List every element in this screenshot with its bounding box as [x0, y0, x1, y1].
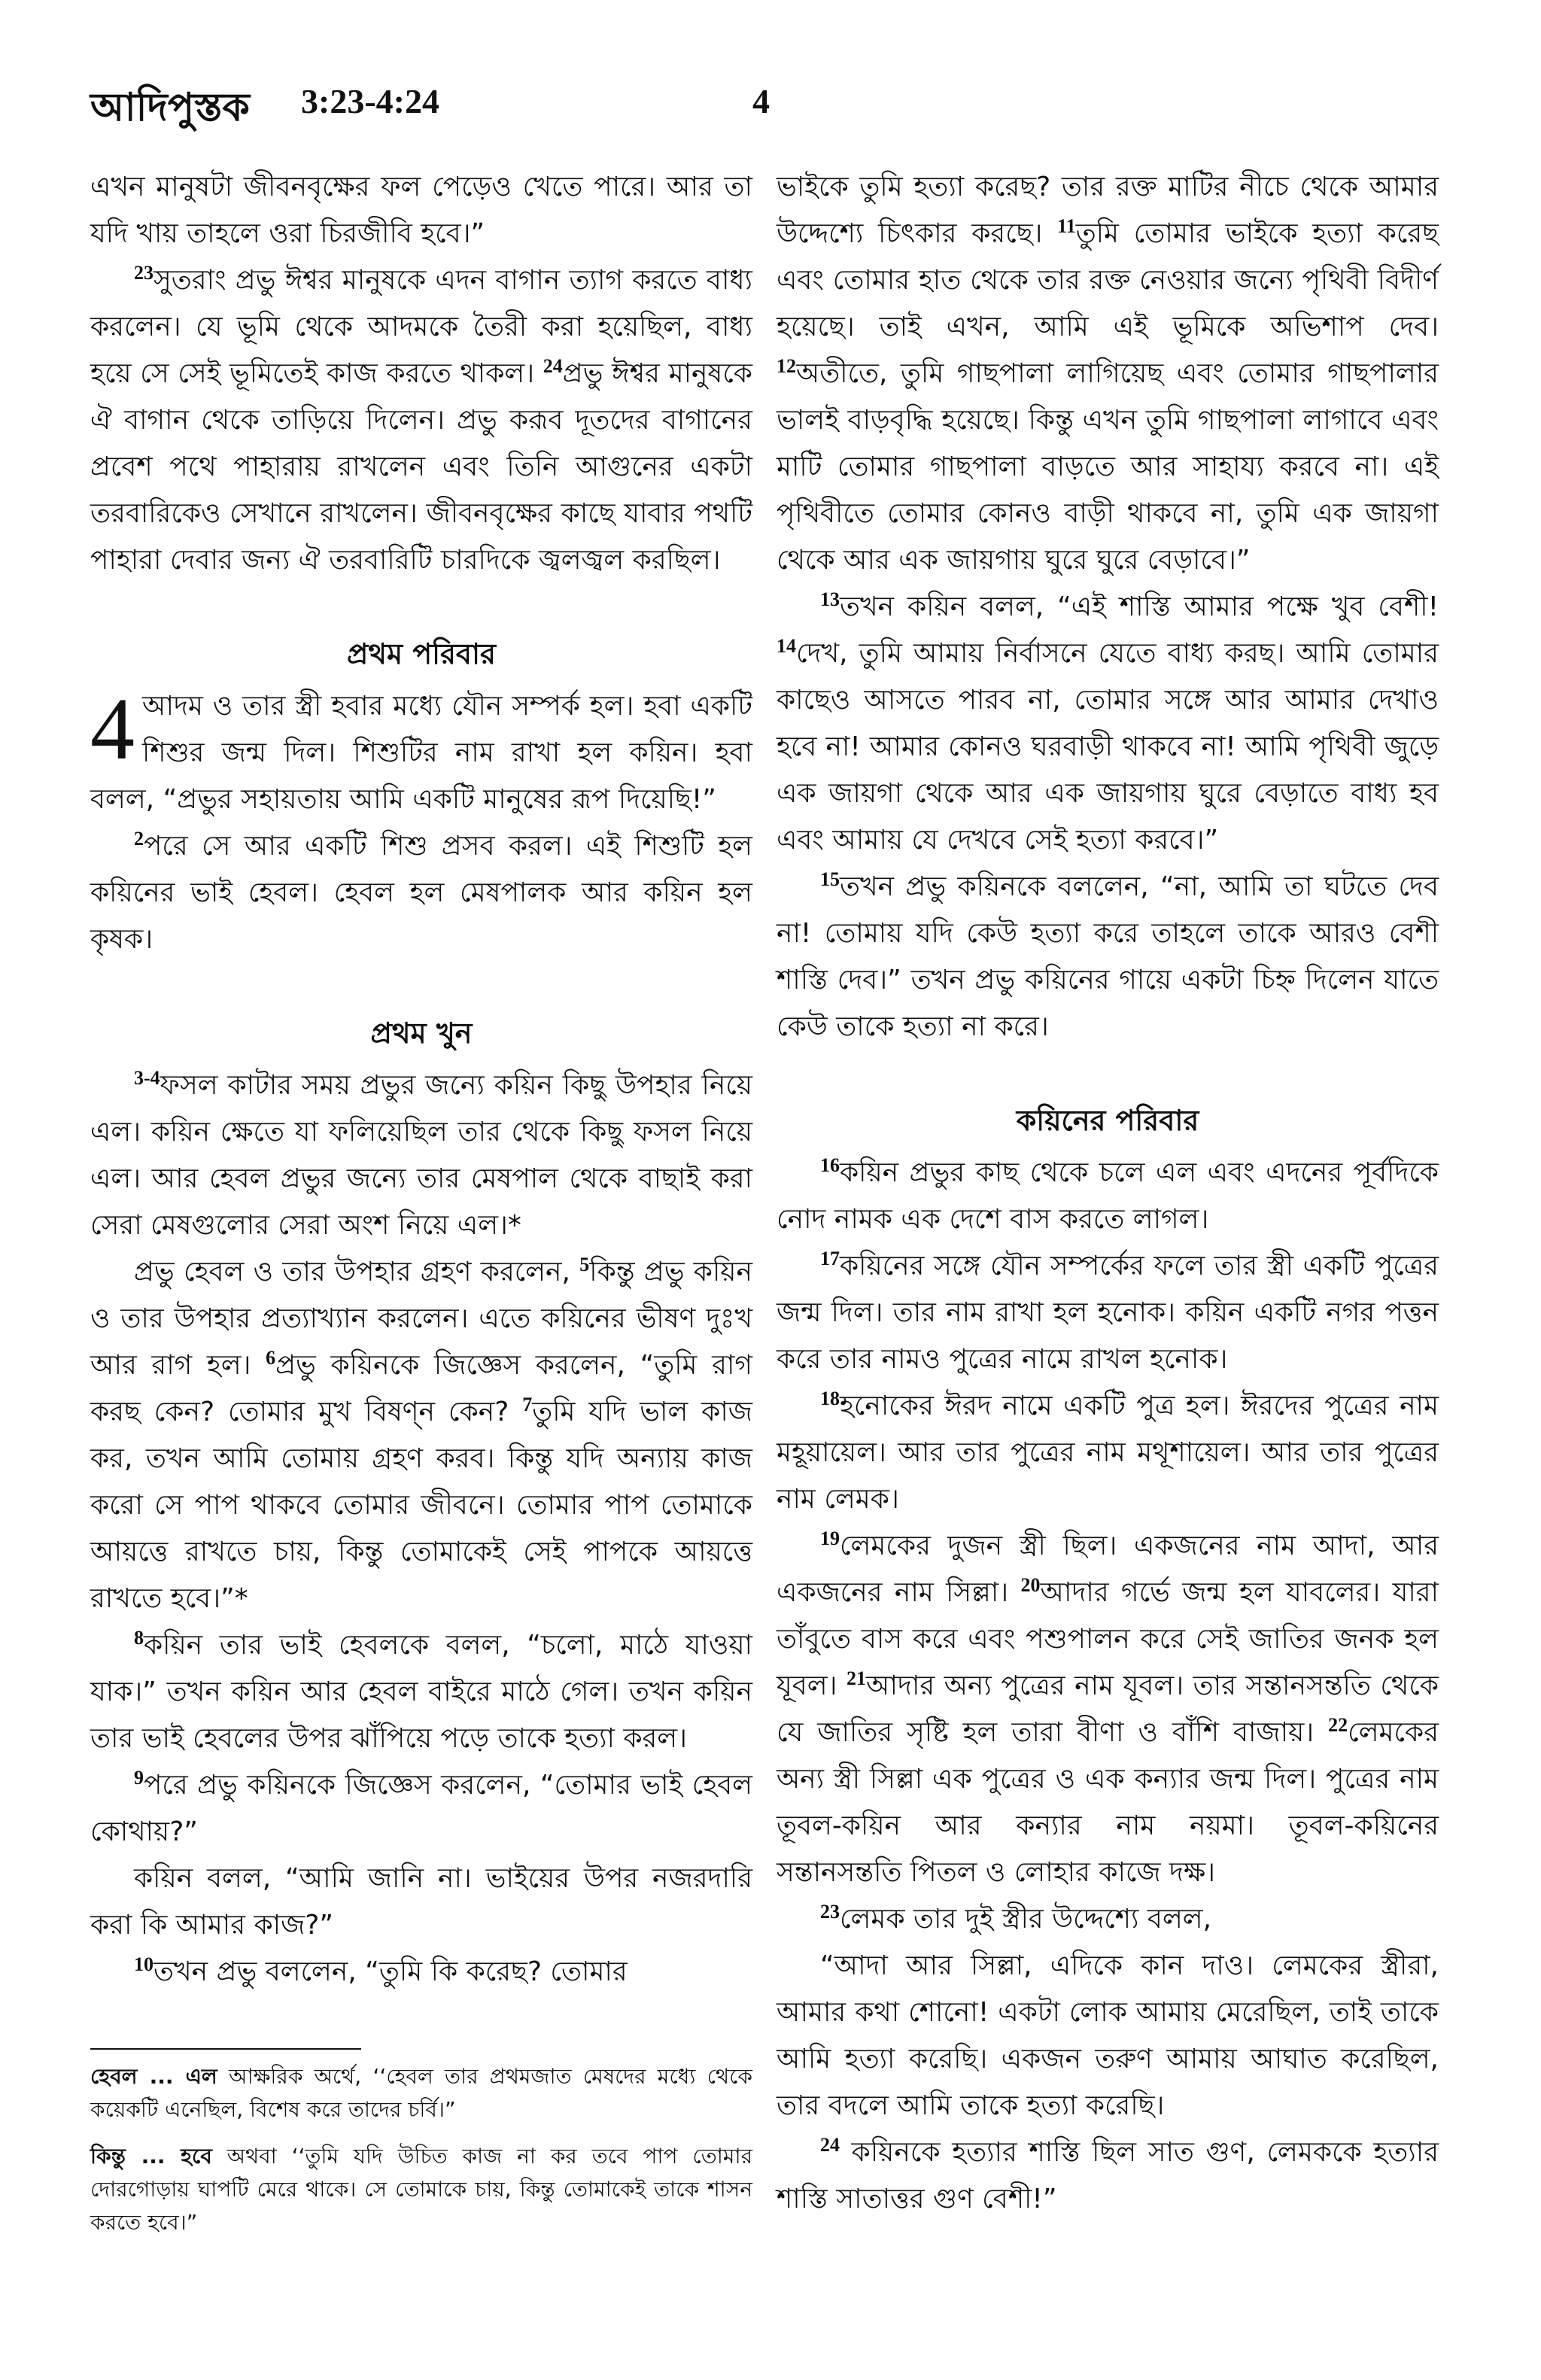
paragraph: [777, 864, 1439, 1050]
verse-number: 22: [1328, 1714, 1348, 1736]
paragraph: [777, 1896, 1439, 1943]
verse-text: দেখ, তুমি আমায় নির্বাসনে যেতে বাধ্য করছ। আমি তোমার কাছেও আসতে পারব না, তোমার সঙ্গে আর আমার দেখাও হবে না! আমার কোনও ঘরবাড়ী থাকবে না! আমি পৃথিবী জুড়ে এক জায়গা থেকে আর এক জায়গায় ঘুরে বেড়াতে বাধ্য হব এবং আমায় যে দেখবে সেই হত্যা করবে।”: [777, 638, 1439, 856]
verse-text: এখন মানুষটা জীবনবৃক্ষের ফল পেড়েও খেতে পারে। আর তা যদি খায় তাহলে ওরা চিরজীবি হবে।”: [90, 172, 752, 249]
verse-number: 19: [820, 1527, 840, 1549]
verse-text: লেমক তার দুই স্ত্রীর উদ্দেশ্যে বলল,: [840, 1904, 1212, 1935]
verse-text: লেমকের অন্য স্ত্রী সিল্লা এক পুত্রের ও এক কন্যার জন্ম দিল। পুত্রের নাম তূবল-কয়িন আর কন্যার নাম নয়মা। তূবল-কয়িনের সন্তানসন্ততি পিতল ও লোহার কাজে দক্ষ।: [777, 1717, 1439, 1888]
verse-text: কয়িন প্রভুর কাছ থেকে চলে এল এবং এদনের পূর্বদিকে নোদ নামক এক দেশে বাস করতে লাগল।: [777, 1157, 1439, 1235]
verse-text: কয়িনকে হত্যার শাস্তি ছিল সাত গুণ, লেমককে হত্যার শাস্তি সাতাত্তর গুণ বেশী!”: [777, 2137, 1439, 2214]
section-heading: প্রথম পরিবার: [347, 637, 496, 670]
footnote-term: কিন্তু ... হবে: [90, 2144, 212, 2169]
paragraph: [90, 1762, 752, 1856]
verse-text: লেমকের দুজন স্ত্রী ছিল। একজনের নাম আদা, আর একজনের নাম সিল্লা।: [777, 1530, 1439, 1608]
page-header: [90, 77, 1452, 137]
verse-text: আদম ও তার স্ত্রী হবার মধ্যে যৌন সম্পর্ক হল। হবা একটি শিশুর জন্ম দিল। শিশুটির নাম রাখা হল কয়িন। হবা বলল, “প্রভুর সহায়তায় আমি একটি মানুষের রূপ দিয়েছি!”: [90, 691, 752, 815]
footnote-text: আক্ষরিক অর্থে, ‘‘হেবল তার প্রথমজাত মেষদের মধ্যে থেকে কয়েকটি এনেছিল, বিশেষ করে তাদের চর্বি।”: [90, 2064, 752, 2122]
verse-number: 2: [134, 828, 144, 850]
section-heading: প্রথম খুন: [370, 1017, 473, 1050]
verse-number: 21: [846, 1667, 867, 1689]
verse-number: 24: [543, 355, 563, 377]
left-column: [90, 164, 752, 1995]
paragraph: [777, 1150, 1439, 1243]
paragraph: [777, 1943, 1439, 2129]
verse-text: কয়িন তার ভাই হেবলকে বলল, “চলো, মাঠে যাওয়া যাক।” তখন কয়িন আর হেবল বাইরে মাঠে গেল। তখন কয়িন তার ভাই হেবলের উপর ঝাঁপিয়ে পড়ে তাকে হত্যা করল।: [90, 1630, 752, 1754]
verse-text: প্রভু ঈশ্বর মানুষকে ঐ বাগান থেকে তাড়িয়ে দিলেন। প্রভু করূব দূতদের বাগানের প্রবেশ পথে পাহারায় রাখলেন এবং তিনি আগুনের একটা তরবারিকেও সেখানে রাখলেন। জীবনবৃক্ষের কাছে যাবার পথটি পাহারা দেবার জন্য ঐ তরবারিটি চারদিকে জ্বলজ্বল করছিল।: [90, 358, 752, 576]
footnote: [90, 2060, 752, 2126]
page-number: 4: [752, 82, 770, 120]
verse-number: 23: [820, 1901, 840, 1923]
verse-text: প্রভু কয়িনকে জিজ্ঞেস করলেন, “তুমি রাগ করছ কেন? তোমার মুখ বিষণ্ন কেন?: [90, 1350, 752, 1427]
verse-number: 16: [820, 1154, 840, 1176]
footnote: [90, 2140, 752, 2239]
verse-text: ফসল কাটার সময় প্রভুর জন্যে কয়িন কিছু উপহার নিয়ে এল। কয়িন ক্ষেতে যা ফলিয়েছিল তার থেকে কিছু ফসল নিয়ে এল। আর হেবল প্রভুর জন্যে তার মেষপাল থেকে বাছাই করা সেরা মেষগুলোর সেরা অংশ নিয়ে এল।*: [90, 1070, 752, 1241]
verse-text: তখন প্রভু বললেন, “তুমি কি করেছ? তোমার: [153, 1956, 628, 1987]
verse-text: কিন্তু প্রভু কয়িন ও তার উপহার প্রত্যাখ্যান করলেন। এতে কয়িনের ভীষণ দুঃখ আর রাগ হল।: [90, 1257, 752, 1381]
verse-text: অতীতে, তুমি গাছপালা লাগিয়েছ এবং তোমার গাছপালার ভালই বাড়বৃদ্ধি হয়েছে। কিন্তু এখন তুমি গাছপালা লাগাবে এবং মাটি তোমার গাছপালা বাড়তে আর সাহায্য করবে না। এই পৃথিবীতে তোমার কোনও বাড়ী থাকবে না, তুমি এক জায়গা থেকে আর এক জায়গায় ঘুরে ঘুরে বেড়াবে।”: [777, 358, 1439, 576]
paragraph: [90, 823, 752, 963]
paragraph: [90, 1949, 752, 1995]
verse-text: আদার অন্য পুত্রের নাম যূবল। তার সন্তানসন্ততি থেকে যে জাতির সৃষ্টি হল তারা বীণা ও বাঁশি বাজায়।: [777, 1670, 1439, 1748]
paragraph: [777, 2129, 1439, 2223]
verse-number: 9: [134, 1767, 144, 1789]
paragraph: [777, 164, 1439, 584]
footnote-rule: [90, 2048, 361, 2050]
paragraph: [90, 164, 752, 257]
verse-text: প্রভু হেবল ও তার উপহার গ্রহণ করলেন,: [134, 1257, 570, 1287]
verse-number: 14: [777, 635, 796, 657]
section-heading: কয়িনের পরিবার: [1016, 1104, 1199, 1137]
verse-number: 17: [820, 1248, 840, 1269]
verse-text: তখন প্রভু কয়িনকে বললেন, “না, আমি তা ঘটতে দেব না! তোমায় যদি কেউ হত্যা করে তাহলে তাকে আরও বেশী শাস্তি দেব।” তখন প্রভু কয়িনের গায়ে একটা চিহ্ন দিলেন যাতে কেউ তাকে হত্যা না করে।: [777, 871, 1439, 1042]
paragraph: [777, 1243, 1439, 1383]
paragraph: [90, 1622, 752, 1762]
paragraph: [90, 1249, 752, 1622]
verse-text: কয়িনের সঙ্গে যৌন সম্পর্কের ফলে তার স্ত্রী একটি পুত্রের জন্ম দিল। তার নাম রাখা হল হনোক। কয়িন একটি নগর পত্তন করে তার নামও পুত্রের নামে রাখল হনোক।: [777, 1251, 1439, 1375]
footnote-term: হেবল ... এল: [90, 2064, 217, 2089]
paragraph: [90, 1062, 752, 1249]
paragraph: [777, 584, 1439, 864]
paragraph: [90, 257, 752, 584]
paragraph: [777, 1523, 1439, 1896]
verse-number: 6: [266, 1347, 276, 1369]
verse-text: তুমি যদি ভাল কাজ কর, তখন আমি তোমায় গ্রহণ করব। কিন্তু যদি অন্যায় কাজ করো সে পাপ থাকবে তোমার জীবনে। তোমার পাপ তোমাকে আয়ত্তে রাখতে চায়, কিন্তু তোমাকেই সেই পাপকে আয়ত্তে রাখতে হবে।”*: [90, 1397, 752, 1614]
verse-number: 11: [1057, 215, 1076, 237]
verse-text: পরে প্রভু কয়িনকে জিজ্ঞেস করলেন, “তোমার ভাই হেবল কোথায়?”: [90, 1770, 752, 1847]
verse-text: কয়িন বলল, “আমি জানি না। ভাইয়ের উপর নজরদারি করা কি আমার কাজ?”: [90, 1863, 752, 1941]
verse-number: 7: [522, 1394, 533, 1415]
footnote-text: অথবা ‘‘তুমি যদি উচিত কাজ না কর তবে পাপ তোমার দোরগোড়ায় ঘাপটি মেরে থাকে। সে তোমাকে চায়, কিন্তু তোমাকেই তাকে শাসন করতে হবে।”: [90, 2144, 752, 2235]
verse-number: 12: [777, 355, 796, 377]
book-title: আদিপুস্তক: [90, 85, 250, 130]
verse-number: 10: [134, 1953, 153, 1975]
chapter-reference: 3:23-4:24: [301, 82, 439, 120]
verse-number: 15: [820, 868, 840, 890]
verse-text: তুমি তোমার ভাইকে হত্যা করেছ এবং তোমার হাত থেকে তার রক্ত নেওয়ার জন্যে পৃথিবী বিদীর্ণ হয়েছে। তাই এখন, আমি এই ভূমিকে অভিশাপ দেব।: [777, 218, 1439, 342]
verse-number: 13: [820, 588, 840, 610]
verse-text: ভাইকে তুমি হত্যা করেছ? তার রক্ত মাটির নীচে থেকে আমার উদ্দেশ্যে চিৎকার করছে।: [777, 172, 1439, 249]
verse-number: 23: [134, 262, 153, 284]
verse-text: পরে সে আর একটি শিশু প্রসব করল। এই শিশুটি হল কয়িনের ভাই হেবল। হেবল হল মেষপালক আর কয়িন হল কৃষক।: [90, 831, 752, 955]
verse-text: তখন কয়িন বলল, “এই শাস্তি আমার পক্ষে খুব বেশী!: [840, 591, 1439, 622]
verse-number: 8: [134, 1627, 144, 1649]
verse-text: সুতরাং প্রভু ঈশ্বর মানুষকে এদন বাগান ত্যাগ করতে বাধ্য করলেন। যে ভূমি থেকে আদমকে তৈরী করা হয়েছিল, বাধ্য হয়ে সে সেই ভূমিতেই কাজ করতে থাকল।: [90, 265, 752, 389]
verse-text: হনোকের ঈরদ নামে একটি পুত্র হল। ঈরদের পুত্রের নাম মহূয়ায়েল। আর তার পুত্রের নাম মথূশায়েল। আর তার পুত্রের নাম লেমক।: [777, 1391, 1439, 1515]
verse-number: 5: [579, 1254, 590, 1275]
verse-number: 18: [820, 1388, 840, 1409]
verse-text: আদার গর্ভে জন্ম হল যাবলের। যারা তাঁবুতে বাস করে এবং পশুপালন করে সেই জাতির জনক হল যূবল।: [777, 1577, 1439, 1701]
right-column: [777, 164, 1439, 2223]
verse-text: “আদা আর সিল্লা, এদিকে কান দাও। লেমকের স্ত্রীরা, আমার কথা শোনো! একটা লোক আমায় মেরেছিল, তাই তাকে আমি হত্যা করেছি। একজন তরুণ আমায় আঘাত করেছিল, তার বদলে আমি তাকে হত্যা করেছি।: [777, 1950, 1439, 2121]
chapter-number: 4: [90, 679, 135, 778]
verse-number: 24: [820, 2134, 840, 2156]
verse-number: 20: [1020, 1574, 1041, 1596]
footnotes: [90, 2048, 752, 2253]
paragraph: [90, 679, 752, 823]
paragraph: [777, 1383, 1439, 1523]
paragraph: [90, 1856, 752, 1949]
verse-number: 3-4: [134, 1067, 160, 1089]
